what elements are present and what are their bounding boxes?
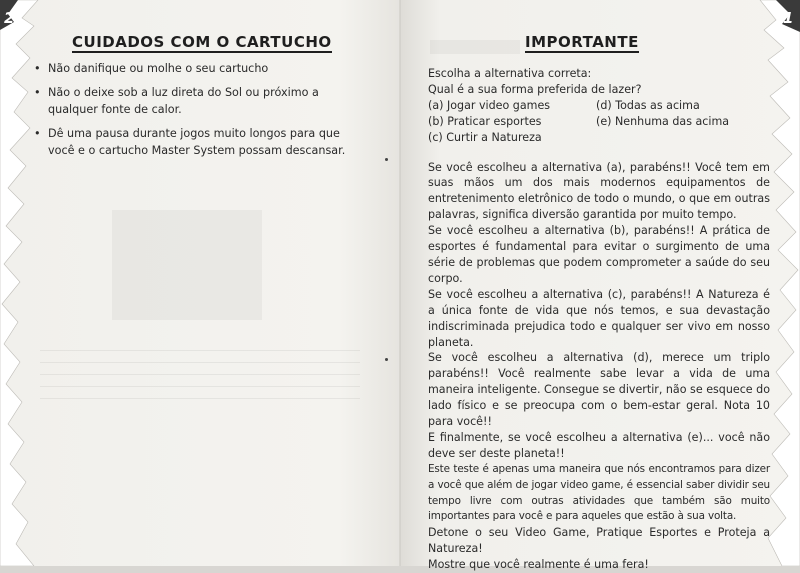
answer-paragraph: Se você escolheu a alternativa (a), parabéns!! Você tem em suas mãos um dos mais modernos equipamentos de entretenimento eletrônico de todo o mundo, o que em outras palavras, significa diversão garantida por muito tempo. <box>428 160 770 222</box>
cartridge-care-heading: CUIDADOS COM O CARTUCHO <box>72 33 332 51</box>
important-heading: IMPORTANTE <box>525 33 639 51</box>
answer-paragraph: E finalmente, se você escolheu a alternativa (e)... você não deve ser deste planeta!! <box>428 430 770 460</box>
quiz-section <box>428 66 770 573</box>
quiz-option: (a) Jogar video games <box>428 98 551 112</box>
page-mark <box>385 358 388 361</box>
closing-line: Detone o seu Video Game, Pratique Esportes e Proteja a Natureza! <box>428 526 770 556</box>
care-bullet: • Dê uma pausa durante jogos muito longos para que você e o cartucho Master System possam descansar. <box>32 125 362 159</box>
quiz-option: (e) Nenhuma das acima <box>596 114 730 128</box>
quiz-option: (c) Curtir a Natureza <box>428 130 542 144</box>
page-mark <box>385 158 388 161</box>
closing-line: Mostre que você realmente é uma fera! <box>428 558 649 572</box>
page-number-left: 2 <box>4 9 15 27</box>
page-number-right: 1 <box>783 9 794 27</box>
quiz-options <box>428 98 770 146</box>
answer-paragraph: Se você escolheu a alternativa (c), parabéns!! A Natureza é a única fonte de vida que nós temos, e sua devastação indiscriminada prejudica todo e qualquer ser vivo em nosso planeta. <box>428 287 770 349</box>
care-bullet: • Não danifique ou molhe o seu cartucho <box>32 60 362 77</box>
care-bullet: • Não o deixe sob a luz direta do Sol ou próximo a qualquer fonte de calor. <box>32 84 362 118</box>
closing-note: Este teste é apenas uma maneira que nós encontramos para dizer a você que além de jogar video game, é essencial saber dividir seu tempo livre com outras atividades que também são muito importantes para você e para aqueles que estão à sua volta. <box>428 462 770 523</box>
quiz-question: Qual é a sua forma preferida de lazer? <box>428 82 642 96</box>
answer-paragraph: Se você escolheu a alternativa (d), merece um triplo parabéns!! Você realmente sabe levar a vida de uma maneira inteligente. Consegue se divertir, não se esquece do lado físico e se preocupa com o bem-estar geral. Nota 10 para você!! <box>428 351 770 429</box>
answer-paragraph: Se você escolheu a alternativa (b), parabéns!! A prática de esportes é fundamental para evitar o surgimento de uma série de problemas que podem comprometer a saúde do seu corpo. <box>428 224 770 285</box>
care-bullet-list <box>32 60 362 166</box>
quiz-option: (b) Praticar esportes <box>428 114 542 128</box>
quiz-instruction: Escolha a alternativa correta: <box>428 67 592 80</box>
quiz-option: (d) Todas as acima <box>596 98 700 112</box>
